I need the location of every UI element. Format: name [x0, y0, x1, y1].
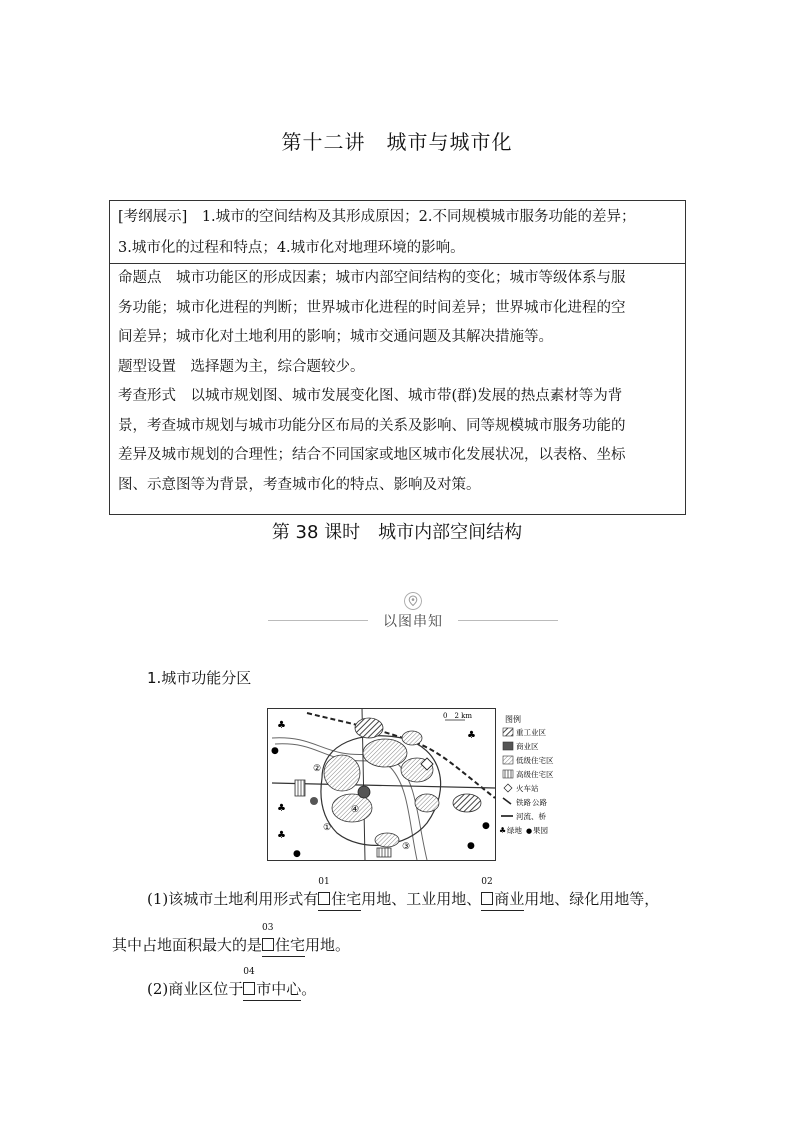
exam-outline-text: 1.城市的空间结构及其形成原因；2.不同规模城市服务功能的差异； — [201, 209, 636, 225]
type-line — [110, 353, 685, 383]
q1-text-e: 用地。 — [305, 936, 351, 954]
section-banner — [268, 592, 558, 632]
blank-answer: 市中心 — [256, 980, 302, 998]
legend-label: 果园 — [533, 826, 548, 835]
low-residential-zone — [375, 833, 399, 847]
form-line-1 — [110, 382, 685, 412]
legend-train-station-icon — [504, 784, 512, 792]
high-residential-zone — [377, 848, 391, 857]
legend-label: 公路 — [532, 798, 547, 807]
answer-blank-03[interactable] — [262, 923, 306, 957]
heavy-industry-zone — [453, 794, 481, 812]
answer-blank-01[interactable] — [318, 877, 362, 911]
q2-text-a: (2)商业区位于 — [147, 980, 244, 998]
blank-box-icon — [481, 892, 493, 905]
exam-outline-line-2: 3.城市化的过程和特点；4.城市化对地理环境的影响。 — [118, 240, 465, 256]
q1-text-a: (1)该城市土地利用形式有 — [147, 890, 319, 908]
q1-text-d: 其中占地面积最大的是 — [112, 936, 263, 954]
section-title: 1.城市功能分区 — [147, 669, 252, 687]
blank-box-icon — [243, 982, 255, 995]
green-space-icon: ♣ — [277, 720, 286, 731]
high-residential-zone — [295, 780, 305, 796]
green-space-icon: ♣ — [467, 730, 476, 741]
q1-text-b: 用地、工业用地、 — [361, 890, 482, 908]
map-label: ① — [323, 823, 332, 833]
legend-railway-icon — [503, 798, 511, 804]
legend-swatch-low-residential — [503, 756, 513, 764]
commercial-zone — [358, 786, 370, 798]
heavy-industry-zone — [355, 718, 383, 738]
q2-text-b: 。 — [301, 980, 317, 998]
form-line-4: 图、示意图等为背景，考查城市化的特点、影响及对策。 — [118, 476, 481, 493]
type-label: 题型设置 — [118, 358, 176, 375]
map-label: ② — [313, 764, 322, 774]
blank-answer: 住宅 — [331, 890, 362, 908]
blank-answer: 商业 — [494, 890, 525, 908]
legend-title: 图例 — [505, 715, 521, 724]
blank-number: 04 — [243, 967, 255, 977]
legend-label: 重工业区 — [516, 728, 546, 737]
q1-text-c: 用地、绿化用地等， — [524, 890, 660, 908]
form-line-3: 差异及城市规划的合理性；结合不同国家或地区城市化发展状况，以表格、坐标 — [118, 447, 626, 463]
legend-label: 商业区 — [516, 742, 539, 751]
exam-outline-line-1 — [110, 201, 685, 232]
green-space-icon: ♣ — [277, 830, 286, 841]
analysis-box — [109, 262, 686, 515]
green-space-icon: ♣ — [277, 803, 286, 814]
orchard-icon: ● — [271, 746, 279, 756]
map-label: ③ — [402, 842, 411, 852]
legend-label: 绿地 — [507, 826, 522, 835]
blank-box-icon — [318, 892, 330, 905]
lesson-title: 第 38 课时 城市内部空间结构 — [271, 522, 523, 543]
low-residential-zone — [402, 731, 422, 745]
low-residential-zone — [363, 739, 407, 767]
legend-label: 高级住宅区 — [516, 770, 554, 779]
legend-label: 低级住宅区 — [516, 756, 554, 765]
topics-line-3: 间差异；城市化对土地利用的影响；城市交通问题及其解决措施等。 — [118, 329, 553, 345]
orchard-icon: ● — [293, 849, 301, 859]
legend-label: 火车站 — [516, 784, 539, 793]
legend-orchard-icon: ● — [526, 827, 533, 835]
low-residential-zone — [415, 794, 439, 812]
legend-swatch-commercial — [503, 742, 513, 750]
exam-outline-box — [109, 200, 686, 264]
exam-outline-label: [考纲展示] — [118, 209, 188, 225]
form-text-1: 以城市规划图、城市发展变化图、城市带(群)发展的热点素材等为背 — [190, 388, 623, 404]
scale-label: 0 2 km — [443, 712, 473, 720]
orchard-icon: ● — [482, 821, 490, 831]
question-1-line-1 — [147, 877, 660, 911]
legend-label: 铁路 — [516, 798, 531, 807]
city-function-zone-map — [267, 708, 554, 861]
type-text: 选择题为主，综合题较少。 — [190, 358, 365, 375]
answer-blank-02[interactable] — [481, 877, 525, 911]
low-residential-zone — [324, 755, 360, 791]
legend-swatch-heavy-industry — [503, 728, 513, 736]
form-line-2: 景，考查城市规划与城市功能分区布局的关系及影响、同等规模城市服务功能的 — [118, 417, 626, 434]
topics-label: 命题点 — [118, 270, 162, 286]
topics-text-1: 城市功能区的形成因素；城市内部空间结构的变化；城市等级体系与服 — [176, 270, 626, 286]
chapter-title: 第十二讲 城市与城市化 — [281, 130, 513, 154]
topics-line-1 — [110, 262, 685, 294]
blank-number: 03 — [262, 923, 274, 933]
question-2 — [147, 967, 317, 1001]
topics-line-2: 务功能；城市化进程的判断；世界城市化进程的时间差异；世界城市化进程的空 — [118, 299, 626, 316]
location-pin-icon — [404, 592, 422, 610]
blank-number: 02 — [481, 877, 493, 887]
answer-blank-04[interactable] — [243, 967, 302, 1001]
banner-text: 以图串知 — [383, 614, 443, 630]
legend-green-icon: ♣ — [499, 826, 507, 835]
blank-answer: 住宅 — [275, 936, 306, 954]
question-1-line-2 — [112, 923, 351, 957]
map-label: ④ — [351, 805, 360, 815]
form-label: 考查形式 — [118, 388, 176, 404]
blank-box-icon — [262, 938, 274, 951]
orchard-icon: ● — [467, 841, 475, 851]
commercial-zone — [310, 797, 318, 805]
legend-label: 河流、桥 — [516, 812, 546, 821]
legend-swatch-high-residential — [503, 770, 513, 778]
blank-number: 01 — [318, 877, 330, 887]
